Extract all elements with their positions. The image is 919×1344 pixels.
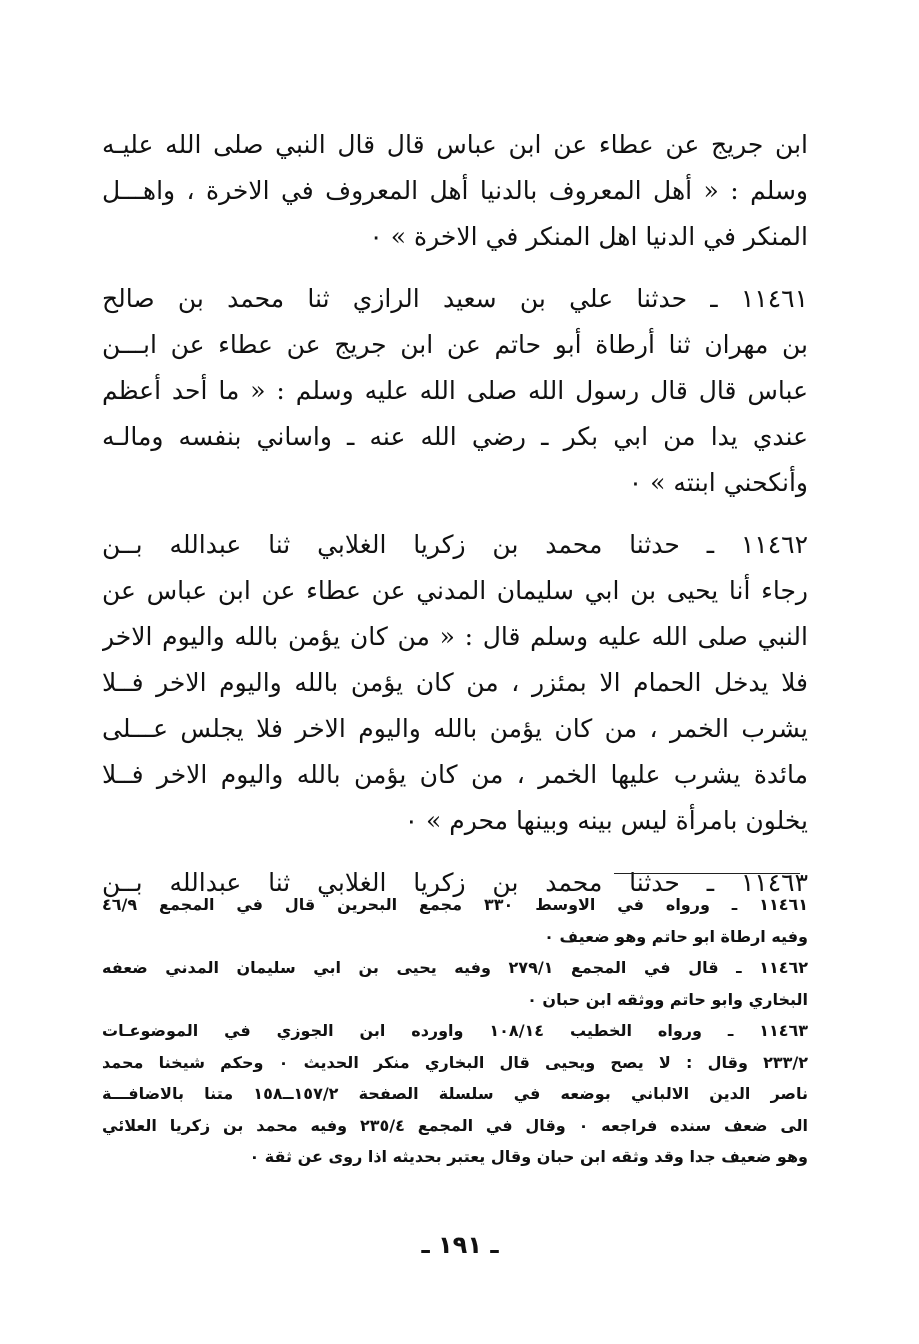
- text-line: وسلم : « أهل المعروف بالدنيا أهل المعروف في الاخرة ، واهـــل: [102, 176, 808, 205]
- text-line: ١١٤٦١ ـ حدثنا علي بن سعيد الرازي ثنا محمد بن صالح: [102, 284, 808, 313]
- footnote-line: ناصر الدين الالباني بوضعه في سلسلة الصفحة ١٥٧/٢ــ١٥٨ متنا بالاضافـــة: [102, 1084, 808, 1103]
- hadith-11462: [102, 522, 808, 844]
- footnote-line: ١١٤٦٢ ـ قال في المجمع ٢٧٩/١ وفيه يحيى بن ابي سليمان المدني ضعفه: [102, 958, 808, 977]
- text-line: المنكر في الدنيا اهل المنكر في الاخرة » ٠: [369, 222, 808, 251]
- footnote-line: ١١٤٦١ ـ ورواه في الاوسط ٣٣٠ مجمع البحرين قال في المجمع ٤٦/٩: [102, 895, 808, 914]
- hadith-11461: [102, 276, 808, 506]
- footnote-line: الى ضعف سنده فراجعه ٠ وقال في المجمع ٢٣٥/٤ وفيه محمد بن زكريا العلائي: [102, 1115, 808, 1135]
- text-line: يشرب الخمر ، من كان يؤمن بالله واليوم الاخر فلا يجلس عـــلى: [102, 714, 808, 743]
- text-line: رجاء أنا يحيى بن ابي سليمان المدني عن عطاء عن ابن عباس عن: [102, 576, 808, 605]
- footnote-line: وفيه ارطاة ابو حاتم وهو ضعيف ٠: [544, 926, 808, 946]
- text-line: يخلون بامرأة ليس بينه وبينها محرم » ٠: [404, 806, 808, 835]
- text-line: وأنكحني ابنته » ٠: [628, 468, 808, 497]
- main-text: [102, 122, 808, 922]
- text-line: ١١٤٦٢ ـ حدثنا محمد بن زكريا الغلابي ثنا عبدالله بــن: [102, 530, 808, 559]
- text-line: مائدة يشرب عليها الخمر ، من كان يؤمن بالله واليوم الاخر فــلا: [102, 760, 808, 789]
- paragraph-continuation: [102, 122, 808, 260]
- text-line: عندي يدا من ابي بكر ـ رضي الله عنه ـ واساني بنفسه ومالـه: [102, 422, 808, 451]
- text-line: بن مهران ثنا أرطاة أبو حاتم عن ابن جريج عن عطاء عن ابـــن: [102, 330, 808, 359]
- footnote-line: البخاري وابو حاتم ووثقه ابن حبان ٠: [527, 989, 808, 1009]
- footnotes: [102, 889, 808, 1173]
- text-line: النبي صلى الله عليه وسلم قال : « من كان يؤمن بالله واليوم الاخر: [102, 622, 808, 651]
- text-line: ابن جريج عن عطاء عن ابن عباس قال قال النبي صلى الله عليـه: [102, 130, 808, 159]
- page-number: ـ ١٩١ ـ: [421, 1231, 499, 1259]
- footnote-line: ٢٣٣/٢ وقال : لا يصح ويحيى قال البخاري منكر الحديث ٠ وحكم شيخنا محمد: [102, 1052, 808, 1072]
- footnote-separator: [614, 873, 800, 874]
- text-line: ١١٤٦٣ ـ حدثنا محمد بن زكريا الغلابي ثنا عبدالله بــن: [102, 868, 808, 897]
- text-line: فلا يدخل الحمام الا بمئزر ، من كان يؤمن بالله واليوم الاخر فــلا: [102, 668, 808, 697]
- footnote-line: ١١٤٦٣ ـ ورواه الخطيب ١٠٨/١٤ واورده ابن الجوزي في الموضوعـات: [102, 1021, 808, 1040]
- text-line: عباس قال قال رسول الله صلى الله عليه وسلم : « ما أحد أعظم: [102, 376, 808, 405]
- footnote-line: وهو ضعيف جدا وقد وثقه ابن حبان وقال يعتبر بحديثه اذا روى عن ثقة ٠: [249, 1147, 808, 1166]
